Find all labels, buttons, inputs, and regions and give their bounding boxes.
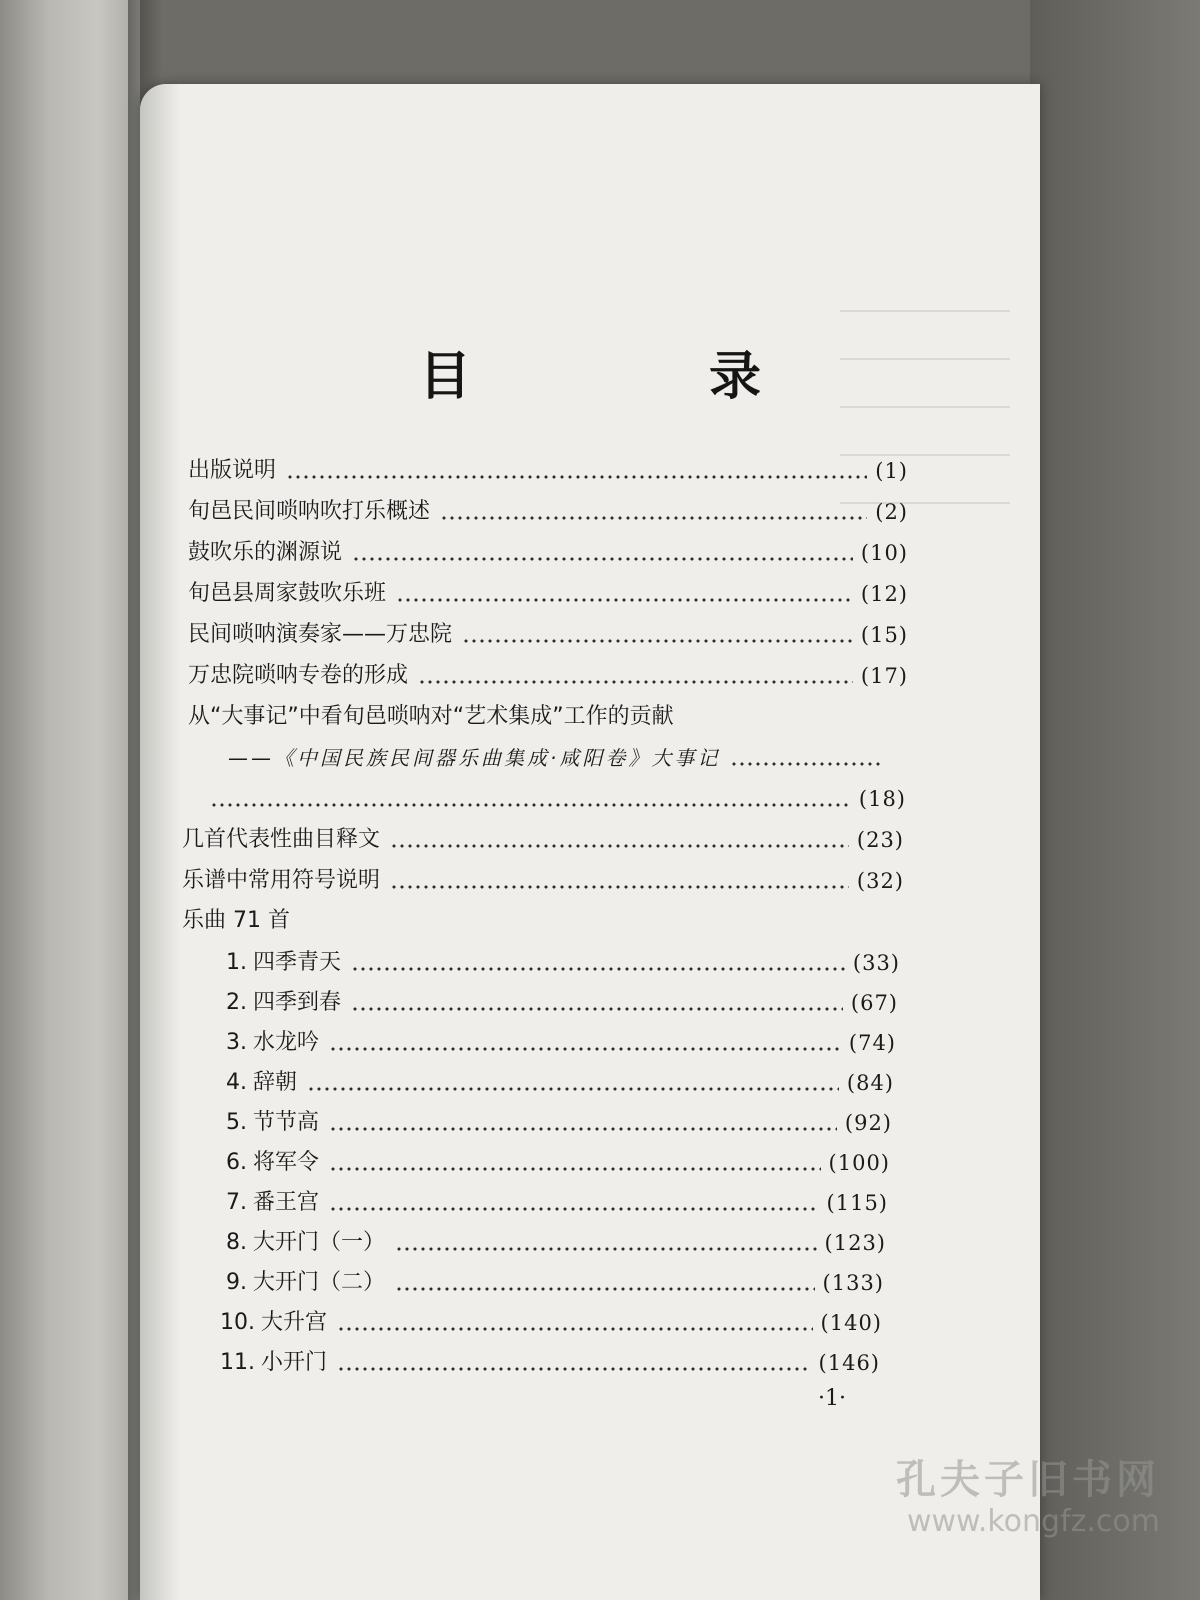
piece-entry[interactable] <box>226 1268 884 1298</box>
toc-subentry-title: ——《中国民族民间器乐曲集成·咸阳卷》大事记 <box>228 746 721 770</box>
toc-entry-title: 鼓吹乐的渊源说 <box>188 540 343 565</box>
piece-number: 6. <box>226 1150 247 1175</box>
toc-entry-page: (2) <box>875 500 908 524</box>
piece-title: 大开门（一） <box>253 1230 386 1255</box>
leader-dots <box>337 1327 813 1331</box>
toc-entry-page: (10) <box>860 541 908 565</box>
piece-number: 1. <box>226 950 247 975</box>
piece-entry[interactable] <box>220 1308 882 1338</box>
toc-entry[interactable] <box>188 456 908 486</box>
section-heading[interactable]: 乐曲 71 首 <box>182 908 290 933</box>
background-surface <box>1030 0 1200 1600</box>
toc-entry[interactable] <box>188 579 908 609</box>
piece-title: 水龙吟 <box>253 1030 320 1055</box>
piece-page: (84) <box>846 1071 894 1095</box>
piece-page: (140) <box>820 1311 882 1335</box>
piece-title: 番王宫 <box>253 1190 320 1215</box>
piece-entry[interactable] <box>226 1108 892 1138</box>
leader-dots <box>390 844 849 848</box>
leader-dots <box>352 557 853 561</box>
piece-entry[interactable] <box>226 1028 896 1058</box>
leader-dots <box>730 762 882 766</box>
toc-entry[interactable] <box>188 661 908 691</box>
left-page-edge <box>0 0 140 1600</box>
toc-entry[interactable] <box>188 620 908 650</box>
leader-dots <box>396 598 853 602</box>
watermark-url: www.kongfz.com <box>906 1504 1160 1539</box>
leader-dots <box>418 680 853 684</box>
toc-entry[interactable] <box>188 538 908 568</box>
piece-number: 2. <box>226 990 247 1015</box>
leader-dots <box>329 1047 841 1051</box>
piece-entry[interactable] <box>226 1148 890 1178</box>
piece-entry[interactable] <box>226 1068 894 1098</box>
toc-entry-title: 旬邑县周家鼓吹乐班 <box>188 581 387 606</box>
piece-entry[interactable] <box>226 948 900 978</box>
toc-entry[interactable] <box>188 497 908 527</box>
toc-subentry[interactable] <box>228 743 890 773</box>
page-number: ·1· <box>818 1386 846 1411</box>
piece-number: 11. <box>220 1350 255 1375</box>
piece-number: 7. <box>226 1190 247 1215</box>
toc-entry[interactable] <box>182 825 904 855</box>
piece-page: (133) <box>822 1271 884 1295</box>
leader-dots <box>395 1287 815 1291</box>
toc-entry-title: 出版说明 <box>188 458 277 483</box>
leader-dots <box>210 803 851 807</box>
piece-page: (33) <box>852 951 900 975</box>
piece-page: (92) <box>844 1111 892 1135</box>
toc-entry-continuation[interactable] <box>210 784 906 814</box>
watermark-logo: 孔夫子旧书网 <box>896 1457 1160 1503</box>
piece-title: 四季青天 <box>253 950 342 975</box>
piece-title: 小开门 <box>261 1350 328 1375</box>
piece-title: 大开门（二） <box>253 1270 386 1295</box>
toc-entry-page: (32) <box>856 869 904 893</box>
page-title: 目 录 <box>418 347 872 407</box>
leader-dots <box>390 885 849 889</box>
toc-entry-title: 几首代表性曲目释文 <box>182 827 381 852</box>
piece-number: 8. <box>226 1230 247 1255</box>
leader-dots <box>329 1207 819 1211</box>
toc-entry-page: (18) <box>858 787 906 811</box>
piece-title: 将军令 <box>253 1150 320 1175</box>
toc-entry-page: (15) <box>860 623 908 647</box>
leader-dots <box>329 1127 837 1131</box>
piece-number: 9. <box>226 1270 247 1295</box>
piece-entry[interactable] <box>226 1228 886 1258</box>
piece-page: (74) <box>848 1031 896 1055</box>
piece-page: (146) <box>818 1351 880 1375</box>
piece-page: (100) <box>828 1151 890 1175</box>
piece-entry[interactable] <box>220 1348 880 1378</box>
leader-dots <box>286 475 867 479</box>
piece-number: 10. <box>220 1310 255 1335</box>
leader-dots <box>329 1167 821 1171</box>
toc-entry-page: (1) <box>875 459 908 483</box>
toc-entry-page: (12) <box>860 582 908 606</box>
leader-dots <box>351 967 845 971</box>
leader-dots <box>395 1247 817 1251</box>
book-page <box>140 84 1040 1600</box>
toc-entry-title: 旬邑民间唢呐吹打乐概述 <box>188 499 431 524</box>
toc-entry-page: (17) <box>860 664 908 688</box>
toc-entry-title: 民间唢呐演奏家——万忠院 <box>188 622 453 647</box>
piece-entry[interactable] <box>226 988 898 1018</box>
piece-title: 辞朝 <box>253 1070 298 1095</box>
piece-number: 3. <box>226 1030 247 1055</box>
leader-dots <box>337 1367 811 1371</box>
piece-entry[interactable] <box>226 1188 888 1218</box>
piece-number: 4. <box>226 1070 247 1095</box>
piece-title: 四季到春 <box>253 990 342 1015</box>
table-of-contents <box>140 84 1040 1600</box>
piece-page: (67) <box>850 991 898 1015</box>
piece-page: (115) <box>826 1191 888 1215</box>
piece-page: (123) <box>824 1231 886 1255</box>
piece-number: 5. <box>226 1110 247 1135</box>
leader-dots <box>462 639 853 643</box>
leader-dots <box>351 1007 843 1011</box>
piece-title: 大升宫 <box>261 1310 328 1335</box>
leader-dots <box>440 516 867 520</box>
toc-entry-title: 万忠院唢呐专卷的形成 <box>188 663 409 688</box>
leader-dots <box>307 1087 839 1091</box>
toc-entry[interactable] <box>182 866 904 896</box>
toc-entry-page: (23) <box>856 828 904 852</box>
toc-entry-title[interactable]: 从“大事记”中看旬邑唢呐对“艺术集成”工作的贡献 <box>188 704 674 729</box>
toc-entry-title: 乐谱中常用符号说明 <box>182 868 381 893</box>
piece-title: 节节高 <box>253 1110 320 1135</box>
